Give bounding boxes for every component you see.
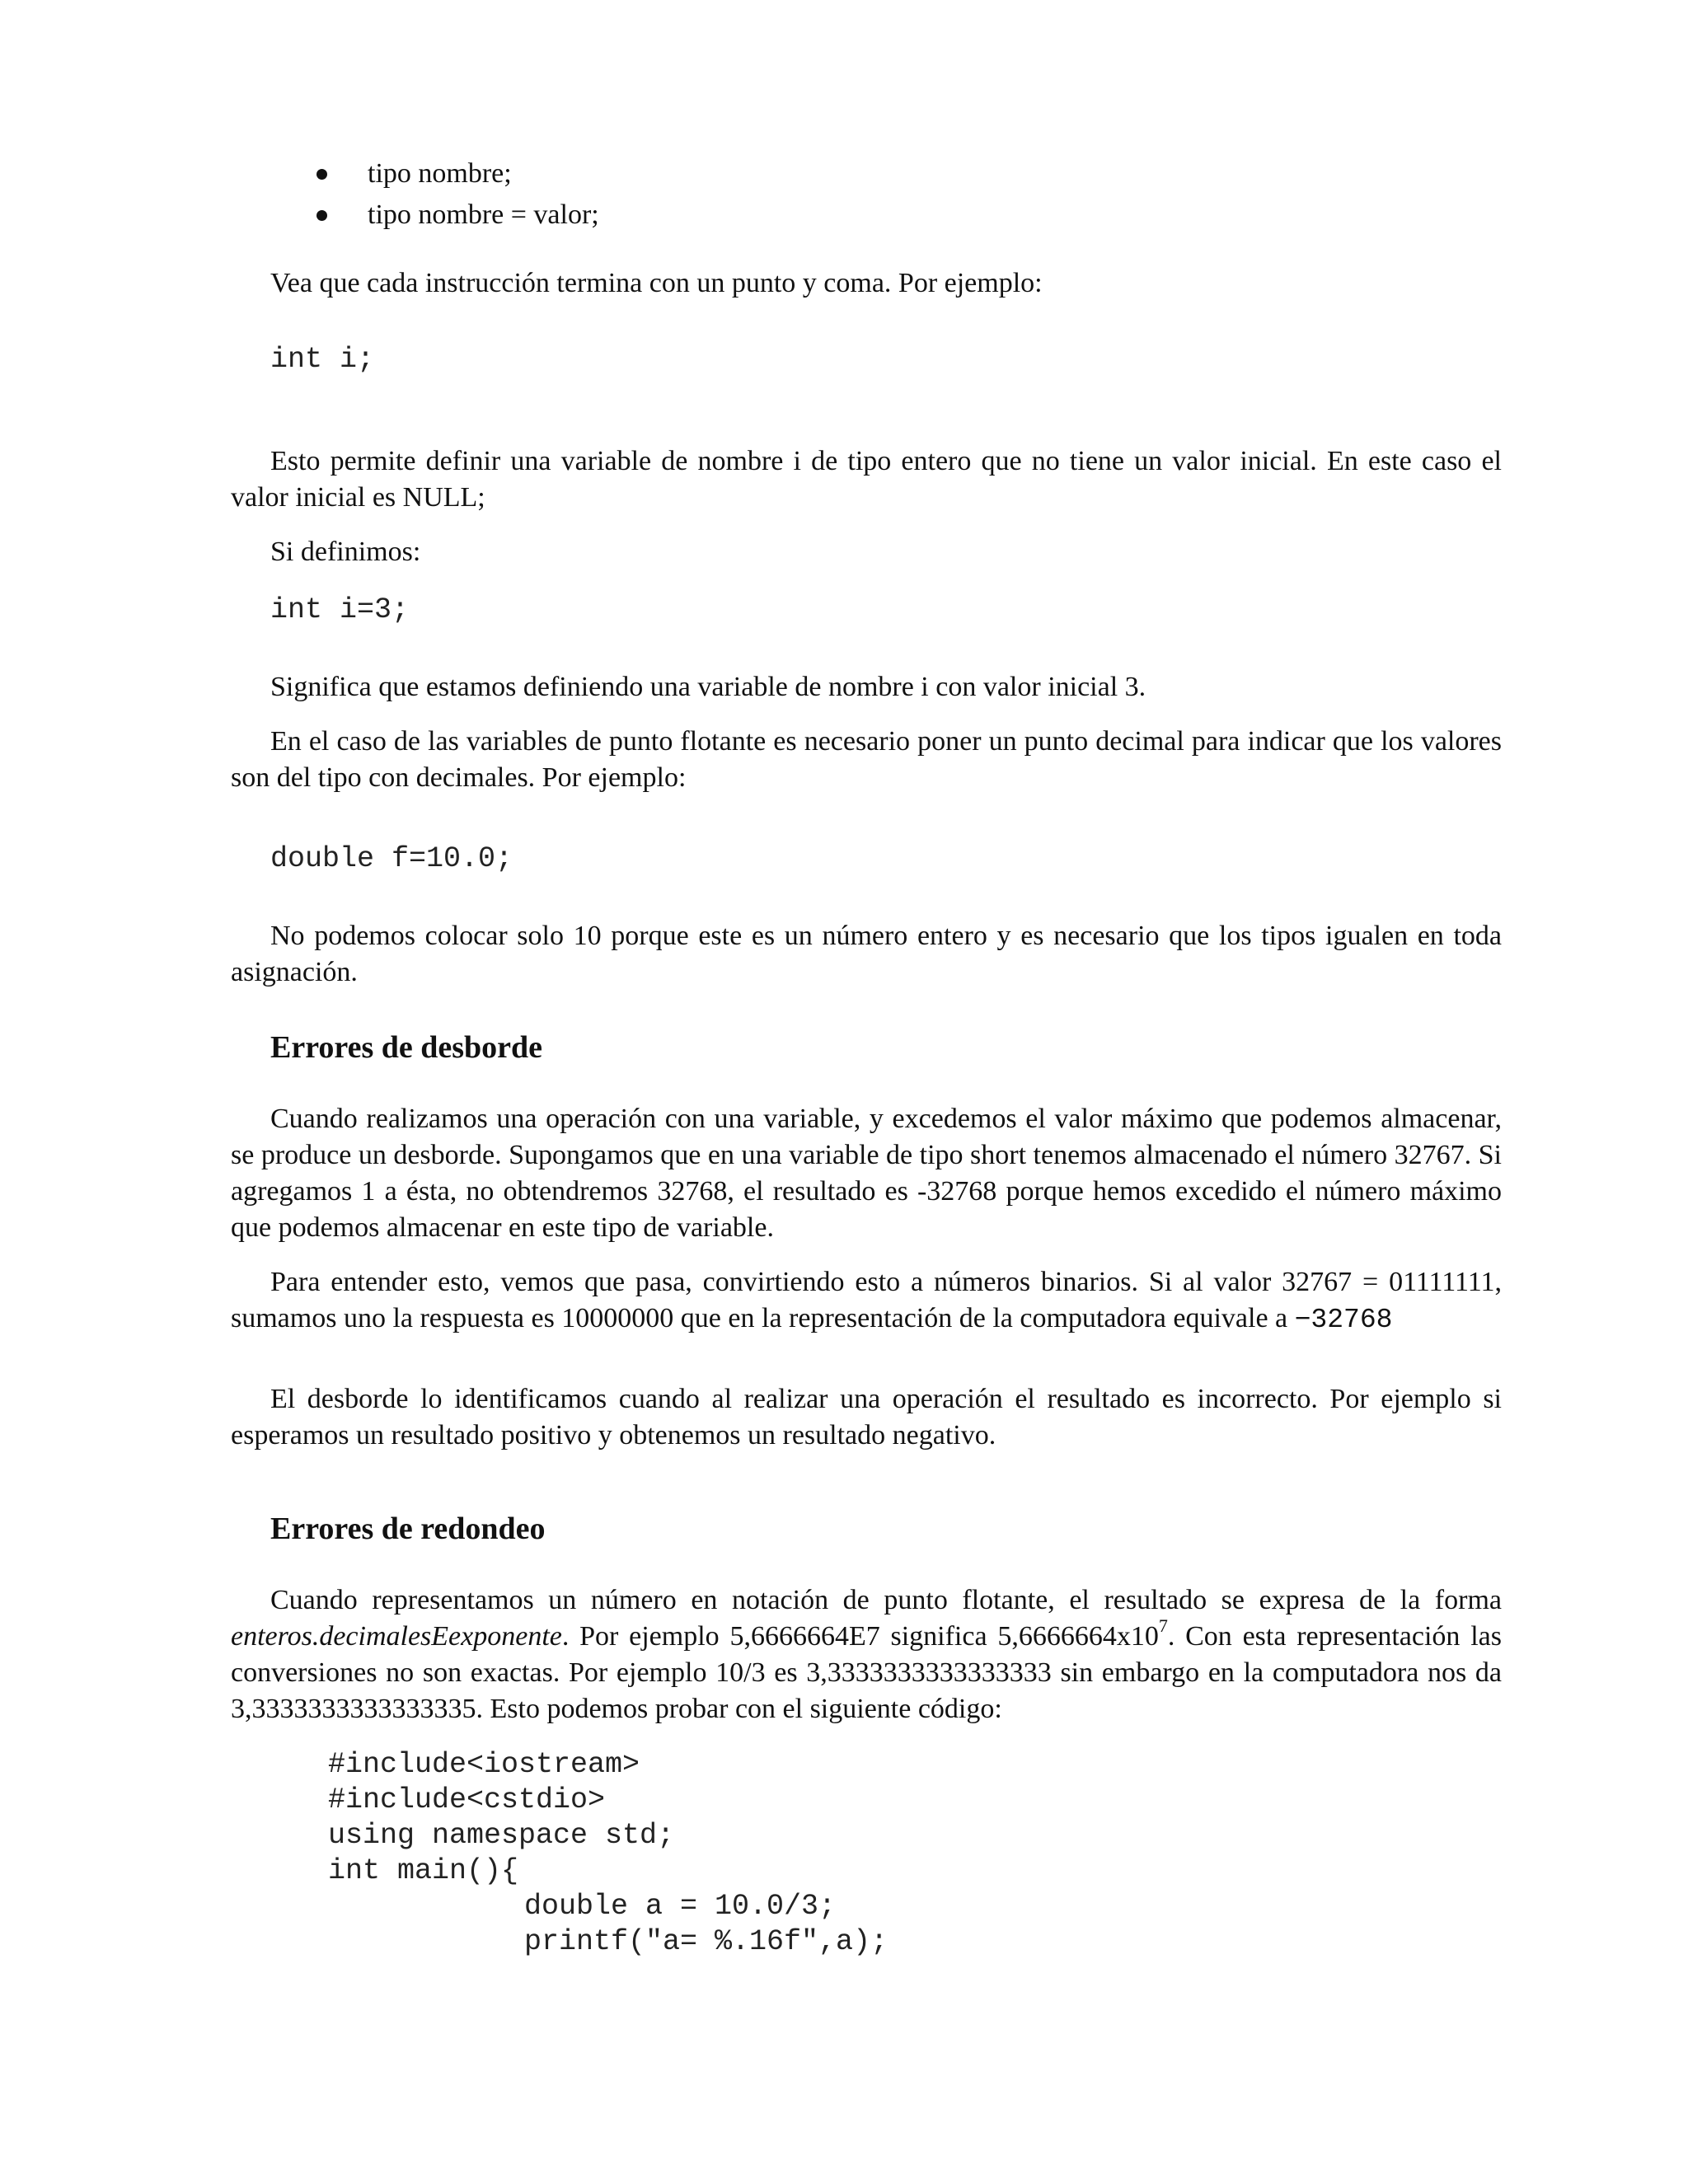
- code-int-declaration: int i;: [270, 343, 375, 376]
- redondeo-text-c: . Con esta representación las conversiones no son exactas. Por ejemplo 10/3 es 3,3333333333333333 sin embargo en la computadora nos da 3,3333333333333335. Esto podemos probar con el siguiente código:: [231, 1621, 1502, 1724]
- bullet-text: tipo nombre;: [368, 158, 512, 189]
- paragraph-vea: Vea que cada instrucción termina con un punto y coma. Por ejemplo:: [270, 268, 1043, 298]
- bullet-icon: [316, 210, 327, 221]
- code-line: using namespace std;: [328, 1819, 675, 1852]
- paragraph-desborde-2: [231, 1264, 1502, 1338]
- code-line: double a = 10.0/3;: [524, 1890, 837, 1923]
- redondeo-text-a: Cuando representamos un número en notación de punto flotante, el resultado se expresa de la forma: [270, 1585, 1502, 1615]
- paragraph-desborde-1: Cuando realizamos una operación con una variable, y excedemos el valor máximo que podemos almacenar, se produce un desborde. Supongamos que en una variable de tipo short tenemos almacenado el número 32767. Si agregamos 1 a ésta, no obtendremos 32768, el resultado es -32768 porque hemos excedido el número máximo que podemos almacenar en este tipo de variable.: [231, 1104, 1502, 1243]
- code-line: int main(){: [328, 1854, 519, 1887]
- list-item: [313, 194, 599, 236]
- bullet-text: tipo nombre = valor;: [368, 199, 599, 230]
- paragraph-desborde-3: El desborde lo identificamos cuando al realizar una operación el resultado es incorrecto. Por ejemplo si esperamos un resultado positivo y obtenemos un resultado negativo.: [231, 1384, 1502, 1451]
- paragraph-si-definimos: Si definimos:: [270, 537, 421, 567]
- redondeo-text-b: . Por ejemplo 5,6666664E7 significa 5,6666664x10: [561, 1621, 1159, 1652]
- code-block: [328, 1747, 888, 1960]
- paragraph-redondeo: [231, 1582, 1502, 1727]
- paragraph-punto-flotante: En el caso de las variables de punto flotante es necesario poner un punto decimal para indicar que los valores son del tipo con decimales. Por ejemplo:: [231, 726, 1502, 793]
- desborde-2-value: −32768: [1294, 1305, 1393, 1335]
- code-int-initialized: int i=3;: [270, 593, 410, 626]
- code-line: printf("a= %.16f",a);: [524, 1925, 889, 1958]
- paragraph-no-podemos: No podemos colocar solo 10 porque este es un número entero y es necesario que los tipos igualen en toda asignación.: [231, 921, 1502, 987]
- redondeo-format: enteros.decimalesEexponente: [231, 1621, 562, 1652]
- desborde-2-text: Para entender esto, vemos que pasa, convirtiendo esto a números binarios. Si al valor 32767 = 01111111, sumamos uno la respuesta es 10000000 que en la representación de la computadora equivale a: [231, 1267, 1502, 1333]
- code-double-declaration: double f=10.0;: [270, 842, 513, 875]
- code-line: #include<iostream>: [328, 1748, 640, 1781]
- paragraph-esto-permite: Esto permite definir una variable de nombre i de tipo entero que no tiene un valor inicial. En este caso el valor inicial es NULL;: [231, 446, 1502, 513]
- bullet-icon: [316, 169, 327, 180]
- paragraph-significa: Significa que estamos definiendo una variable de nombre i con valor inicial 3.: [270, 672, 1146, 702]
- code-line: #include<cstdio>: [328, 1783, 606, 1816]
- bullet-list: [313, 153, 599, 236]
- list-item: [313, 153, 599, 194]
- heading-errores-redondeo: Errores de redondeo: [270, 1511, 546, 1546]
- redondeo-exponent: 7: [1158, 1615, 1168, 1636]
- heading-errores-desborde: Errores de desborde: [270, 1030, 543, 1065]
